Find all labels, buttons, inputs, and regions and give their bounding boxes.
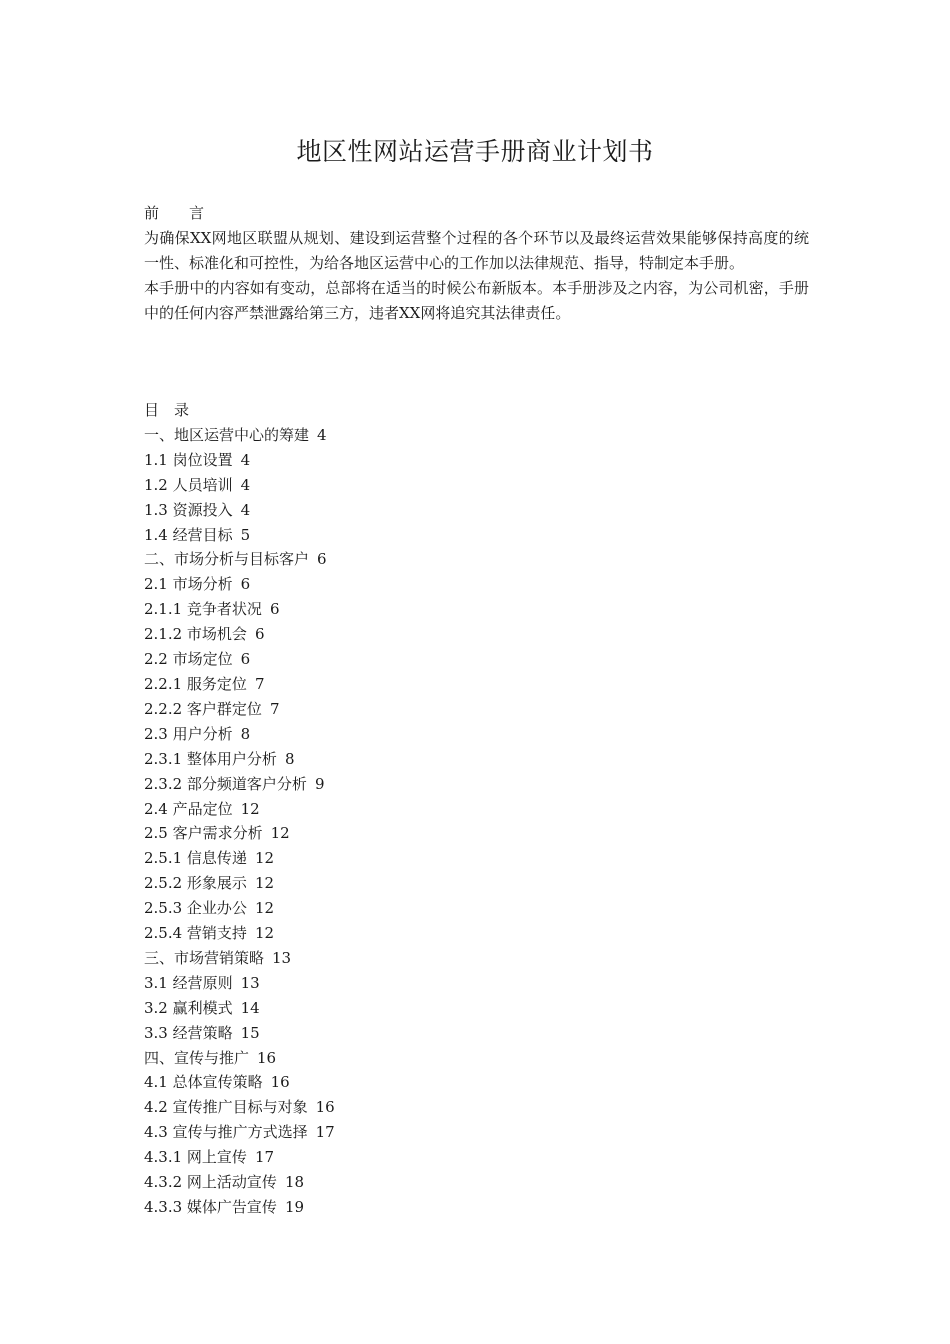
toc-entry[interactable] — [144, 1046, 809, 1071]
toc-entry-title: 3.2 赢利模式 — [144, 998, 233, 1017]
toc-entry[interactable] — [144, 597, 809, 622]
toc-entry-title: 2.5.1 信息传递 — [144, 849, 247, 868]
toc-entry[interactable] — [144, 473, 809, 498]
toc-entry[interactable] — [144, 722, 809, 747]
toc-entry-title: 2.1 市场分析 — [144, 575, 233, 594]
toc-entry[interactable] — [144, 896, 809, 921]
toc-entry-page: 6 — [240, 650, 251, 669]
toc-entry[interactable] — [144, 946, 809, 971]
toc-entry-title: 4.2 宣传推广目标与对象 — [144, 1098, 308, 1117]
toc-entry[interactable] — [144, 821, 809, 846]
toc-entry-page: 12 — [240, 799, 260, 818]
toc-entry-page: 9 — [314, 774, 325, 793]
toc-entry-title: 3.3 经营策略 — [144, 1023, 233, 1042]
toc-entry-page: 15 — [240, 1023, 260, 1042]
toc-entry[interactable] — [144, 672, 809, 697]
toc-entry-page: 16 — [257, 1048, 277, 1067]
toc-entry-page: 4 — [240, 475, 251, 494]
toc-entry-title: 2.3.2 部分频道客户分析 — [144, 774, 307, 793]
toc-entry-page: 12 — [254, 899, 275, 918]
toc-entry-page: 12 — [254, 849, 275, 868]
toc-entry[interactable] — [144, 1070, 809, 1095]
toc-entry-title: 1.4 经营目标 — [144, 525, 233, 544]
toc-entry-page: 6 — [317, 550, 327, 569]
toc-entry-title: 二、市场分析与目标客户 — [144, 550, 310, 569]
preface-paragraph: 本手册中的内容如有变动，总部将在适当的时候公布新版本。本手册涉及之内容，为公司机密，手册中的任何内容严禁泄露给第三方，违者XX网将追究其法律责任。 — [144, 279, 809, 322]
toc-entry[interactable] — [144, 498, 809, 523]
toc-entry[interactable] — [144, 523, 809, 548]
toc-entry-page: 17 — [254, 1148, 275, 1167]
toc-entry-title: 1.3 资源投入 — [144, 500, 233, 519]
toc-entry[interactable] — [144, 697, 809, 722]
toc-entry-title: 1.1 岗位设置 — [144, 450, 233, 469]
toc-entry-title: 2.5 客户需求分析 — [144, 824, 263, 843]
toc-entry[interactable] — [144, 996, 809, 1021]
toc-heading: 目 录 — [144, 401, 190, 419]
toc-entry[interactable] — [144, 797, 809, 822]
toc-entry-page: 5 — [240, 525, 251, 544]
toc-entry-title: 3.1 经营原则 — [144, 973, 233, 992]
toc-entry-title: 2.2.2 客户群定位 — [144, 699, 262, 718]
toc-entry[interactable] — [144, 1021, 809, 1046]
toc-entry-title: 4.3.3 媒体广告宣传 — [144, 1198, 277, 1216]
toc-entry-page: 6 — [269, 600, 280, 619]
toc-entry[interactable] — [144, 846, 809, 871]
toc-entry-title: 一、地区运营中心的筹建 — [144, 425, 310, 444]
toc-entry[interactable] — [144, 1195, 809, 1220]
toc-entry-page: 4 — [317, 425, 327, 444]
toc-entry[interactable] — [144, 1120, 809, 1145]
toc-entry-page: 12 — [254, 874, 275, 893]
toc-entry[interactable] — [144, 971, 809, 996]
toc-entry-page: 14 — [240, 998, 260, 1017]
toc-entry-page: 16 — [315, 1098, 335, 1117]
toc-entry-title: 三、市场营销策略 — [144, 948, 265, 967]
toc-entry-title: 4.1 总体宣传策略 — [144, 1073, 263, 1092]
toc-entry-title: 2.5.2 形象展示 — [144, 874, 247, 893]
toc-entry[interactable] — [144, 1095, 809, 1120]
toc-entry-page: 8 — [240, 724, 251, 743]
toc-entry-title: 4.3.2 网上活动宣传 — [144, 1173, 277, 1192]
toc-entry[interactable] — [144, 772, 809, 797]
toc-entry[interactable] — [144, 448, 809, 473]
toc-entry-page: 13 — [240, 973, 260, 992]
toc-entry-title: 2.1.2 市场机会 — [144, 625, 247, 644]
toc-entry-title: 2.4 产品定位 — [144, 799, 233, 818]
toc-entry[interactable] — [144, 921, 809, 946]
toc-entry-page: 4 — [240, 450, 251, 469]
table-of-contents — [144, 398, 809, 1220]
toc-entry-title: 2.1.1 竞争者状况 — [144, 600, 262, 619]
toc-entry-title: 2.2.1 服务定位 — [144, 674, 247, 693]
toc-entry[interactable] — [144, 423, 809, 448]
toc-entry-title: 2.3 用户分析 — [144, 724, 233, 743]
toc-entry-page: 12 — [254, 924, 275, 943]
toc-entry[interactable] — [144, 747, 809, 772]
toc-entry[interactable] — [144, 547, 809, 572]
toc-entry-title: 4.3 宣传与推广方式选择 — [144, 1123, 308, 1142]
toc-entry-page: 8 — [284, 749, 295, 768]
preface-paragraph: 为确保XX网地区联盟从规划、建设到运营整个过程的各个环节以及最终运营效果能够保持高度的统一性、标准化和可控性，为给各地区运营中心的工作加以法律规范、指导，特制定本手册。 — [144, 229, 809, 272]
toc-entry-title: 2.5.3 企业办公 — [144, 899, 247, 918]
toc-entry-page: 7 — [269, 699, 280, 718]
toc-entry-title: 四、宣传与推广 — [144, 1048, 250, 1067]
preface-heading: 前 言 — [144, 204, 205, 222]
toc-list — [144, 423, 809, 1220]
toc-entry-page: 16 — [270, 1073, 290, 1092]
toc-entry[interactable] — [144, 1145, 809, 1170]
toc-entry-page: 6 — [240, 575, 251, 594]
toc-entry[interactable] — [144, 871, 809, 896]
toc-entry-page: 6 — [254, 625, 265, 644]
toc-entry-title: 4.3.1 网上宣传 — [144, 1148, 247, 1167]
toc-entry[interactable] — [144, 647, 809, 672]
toc-entry-page: 7 — [254, 674, 265, 693]
toc-entry-page: 12 — [270, 824, 290, 843]
toc-entry[interactable] — [144, 622, 809, 647]
preface-section — [144, 201, 809, 326]
toc-entry-page: 4 — [240, 500, 251, 519]
toc-entry-title: 1.2 人员培训 — [144, 475, 233, 494]
toc-entry[interactable] — [144, 1170, 809, 1195]
toc-entry-page: 13 — [272, 948, 292, 967]
document-title: 地区性网站运营手册商业计划书 — [296, 137, 654, 166]
toc-entry-page: 18 — [284, 1173, 305, 1192]
toc-entry-title: 2.3.1 整体用户分析 — [144, 749, 277, 768]
toc-entry[interactable] — [144, 572, 809, 597]
toc-entry-title: 2.5.4 营销支持 — [144, 924, 247, 943]
toc-entry-page: 17 — [315, 1123, 335, 1142]
toc-entry-title: 2.2 市场定位 — [144, 650, 233, 669]
toc-entry-page: 19 — [284, 1198, 305, 1216]
